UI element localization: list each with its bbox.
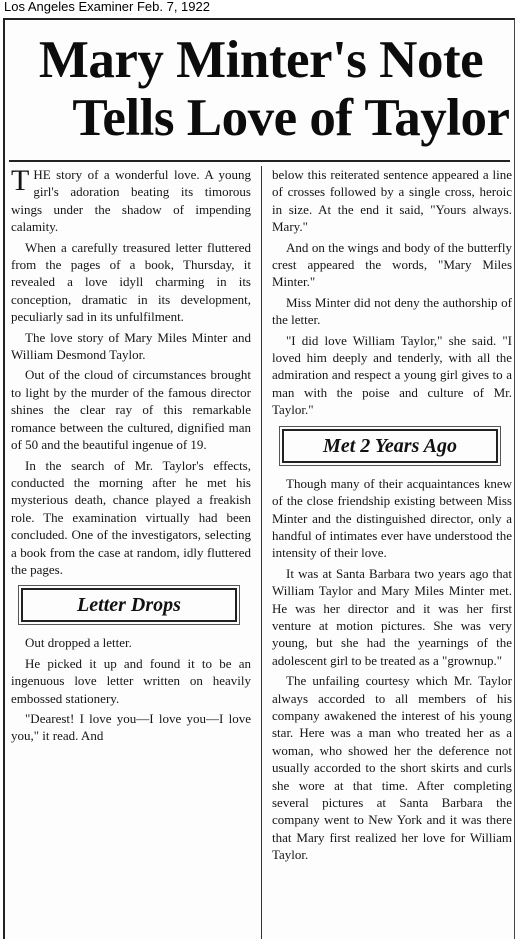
left-paragraph-6: Out dropped a letter. <box>25 635 132 651</box>
article-column-right <box>272 166 512 867</box>
left-paragraph-7: He picked it up and found it to be an ingenuous love letter written on heavily embossed stationery. <box>11 655 251 706</box>
right-paragraph-2: And on the wings and body of the butterfly crest appeared the words, "Mary Miles Minter." <box>272 239 512 290</box>
right-paragraph-3: Miss Minter did not deny the authorship of the letter. <box>272 294 512 328</box>
left-paragraph-3: The love story of Mary Miles Minter and William Desmond Taylor. <box>11 329 251 363</box>
right-paragraph-7: The unfailing courtesy which Mr. Taylor always accorded to all members of his company awakened the interest of his young star. Here was a man who treated her as a woman, who showed her the deference not usually accorded to the short skirts and curls she wore at that time. After completing several pictures at Santa Barbara the company went to New York and it was there that Mary first realized her love for William Taylor. <box>272 673 512 863</box>
left-paragraph-5: In the search of Mr. Taylor's effects, conducted the morning after he met his mysterious death, chance played a freakish role. The examination virtually had been concluded. One of the investigators, selecting a book from the case at random, idly fluttered the pages. <box>11 457 251 577</box>
subhead-letter-drops: Letter Drops <box>21 588 237 622</box>
column-divider <box>261 166 262 939</box>
headline-rule <box>9 160 510 162</box>
right-paragraph-6: It was at Santa Barbara two years ago that William Taylor and Mary Miles Minter met. He was her director and it was her first venture at motion pictures. She was very young, but she had the yearnings of the adolescent girl to be treated as a "grownup." <box>272 565 512 668</box>
clipping-caption: Los Angeles Examiner Feb. 7, 1922 <box>4 0 210 14</box>
newspaper-clipping <box>3 18 515 939</box>
left-paragraph-4: Out of the cloud of circumstances brought to light by the murder of the famous director shines the clear ray of this remarkable romance between the cultured, dignified man of 50 and the beautiful ingenue of 19. <box>11 367 251 453</box>
headline-line-2: Tells Love of Taylor <box>72 89 510 147</box>
headline-line-1: Mary Minter's Note <box>38 31 484 89</box>
subhead-met-2-years-ago: Met 2 Years Ago <box>282 429 498 463</box>
left-paragraph-2: When a carefully treasured letter fluttered from the pages of a book, Thursday, it revealed a love idyll charming in its conception, dramatic in its development, peculiarly sad in its unfulfilment. <box>11 239 251 325</box>
left-paragraph-8: "Dearest! I love you—I love you—I love you," it read. And <box>11 710 251 744</box>
left-paragraph-1-text: HE story of a wonderful love. A young girl's adoration beating its timorous wings under the shadow of impending calamity. <box>11 167 251 235</box>
right-paragraph-1: below this reiterated sentence appeared a line of crosses followed by a single cross, heroic in size. At the end it said, "Yours always. Mary." <box>272 167 512 235</box>
right-paragraph-4: "I did love William Taylor," she said. "I loved him deeply and tenderly, with all the admiration and respect a young girl gives to a man with the poise and culture of Mr. Taylor." <box>272 332 512 418</box>
drop-cap: T <box>11 164 30 197</box>
left-paragraph-1 <box>11 166 251 236</box>
right-paragraph-5: Though many of their acquaintances knew of the close friendship existing between Miss Minter and the distinguished director, only a handful of intimates ever have understood the intensity of their love. <box>272 475 512 561</box>
article-column-left <box>11 166 251 748</box>
